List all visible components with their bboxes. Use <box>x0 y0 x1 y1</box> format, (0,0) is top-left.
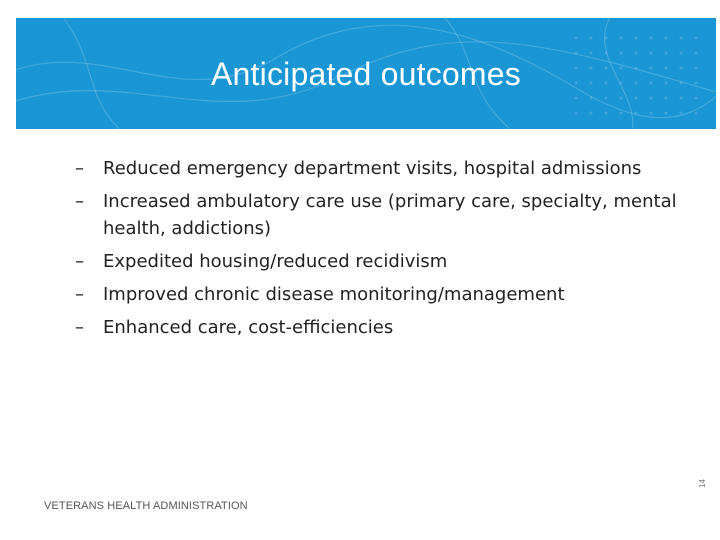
page-number: 14 <box>698 479 707 488</box>
dash-bullet-icon: – <box>75 317 84 338</box>
list-item <box>75 281 705 308</box>
list-item <box>75 188 705 242</box>
bullet-text: Expedited housing/reduced recidivism <box>103 251 448 272</box>
title-banner <box>16 18 716 129</box>
list-item <box>75 248 705 275</box>
dash-bullet-icon: – <box>75 191 84 212</box>
bullet-text: Enhanced care, cost-efficiencies <box>103 317 394 338</box>
dash-bullet-icon: – <box>75 158 84 179</box>
footer-organization: VETERANS HEALTH ADMINISTRATION <box>44 500 248 512</box>
list-item <box>75 314 705 341</box>
slide-title: Anticipated outcomes <box>211 56 521 92</box>
list-item <box>75 155 705 182</box>
bullet-text: Increased ambulatory care use (primary care, specialty, mental health, addictions) <box>103 191 677 239</box>
bullet-text: Improved chronic disease monitoring/management <box>103 284 565 305</box>
bullet-text: Reduced emergency department visits, hospital admissions <box>103 158 642 179</box>
dash-bullet-icon: – <box>75 251 84 272</box>
dash-bullet-icon: – <box>75 284 84 305</box>
outcomes-list <box>75 155 705 347</box>
